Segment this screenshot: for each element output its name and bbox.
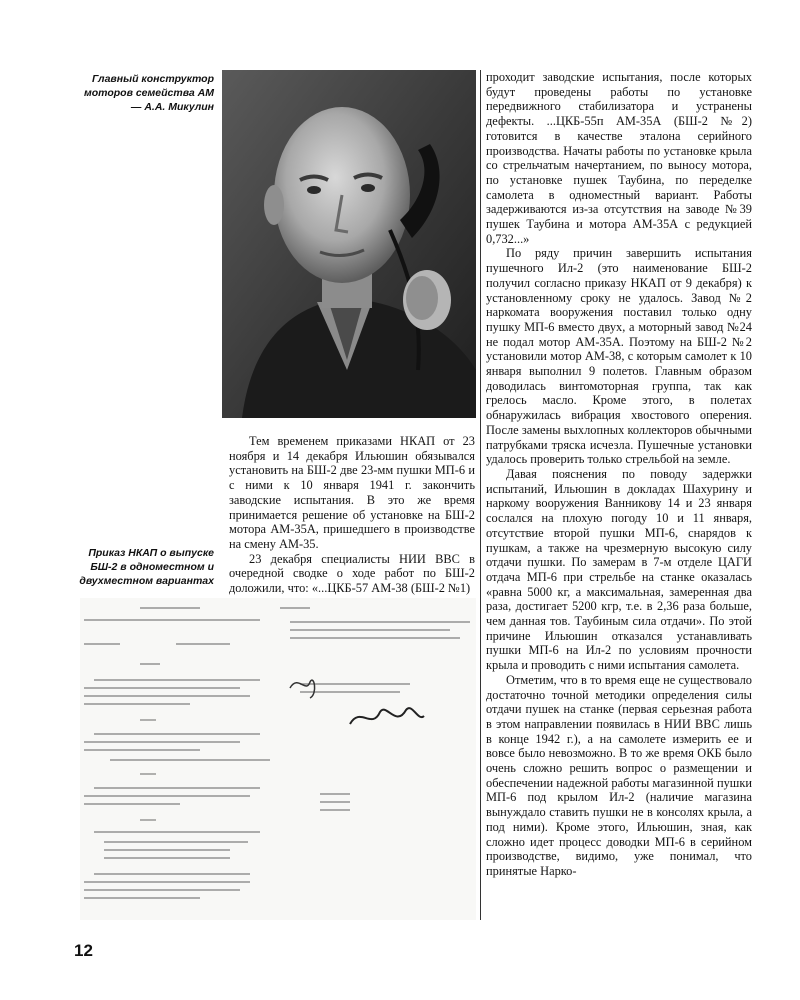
- document-caption-order: Приказ НКАП о выпуске БШ-2 в одноместном и двухместном вариантах: [79, 547, 214, 587]
- article-column-middle: [229, 434, 475, 596]
- paragraph: 23 декабря специалисты НИИ ВВС в очередной сводке о ходе работ по БШ-2 доложили, что: «...ЦКБ-57 АМ-38 (БШ-2 №1): [229, 551, 475, 596]
- page-number: 12: [74, 941, 93, 960]
- paragraph: Давая пояснения по поводу задержки испытаний, Ильюшин в докладах Шахурину и наркому вооружения Ванникову 14 и 23 января сослался на плохую погоду 10 и 11 января, отсутствие второй пушки МП-6, снарядов к пушкам, а также на чрезмерную высокую силу отдачи пушки. По замерам в 7-м отделе ЦАГИ отдача МП-6 при стрельбе на станке оказалась «равна 5000 кг, а максимальная, замеренная два раза, достигает 5200 кгр, т.е. в 2,36 раза больше, чем данная тов. Таубиным сила отдачи». По этой причине Ильюшин отказался устанавливать пушки МП-6 на Ил-2 по условиям прочности крыла и проводить с ними испытания самолета.: [486, 466, 752, 673]
- column-divider: [480, 70, 481, 920]
- article-column-right: [486, 70, 752, 879]
- paragraph: По ряду причин завершить испытания пушечного Ил-2 (это наименование БШ-2 получил согласно приказу НКАП от 9 декабря) к установленному сроку не удалось. Завод №2 наркомата вооружения поставил только одну пушку МП-6 вместо двух, а моторный завод №24 не подал мотор АМ-35А. Поэтому на БШ-2 №2 установили мотор АМ-38, с которым самолет к 10 января выполнил 9 полетов. Главным образом доводилась винтомоторная группа, так как грелось масло. Кроме этого, в полетах обнаружилась вибрация хвостового оперения. После замены выхлопных коллекторов обычными патрубками тряска исчезла. Пушечные установки удалось проверить только стрельбой на земле.: [486, 246, 752, 467]
- paragraph: Тем временем приказами НКАП от 23 ноября и 14 декабря Ильюшин обязывался установить на БШ-2 две 23-мм пушки МП-6 и с ними к 10 января 1941 г. закончить заводские испытания. В это же время принимается решение об установке на БШ-2 мотора АМ-35А, пришедшего в производстве на смену АМ-35.: [229, 434, 475, 551]
- portrait-illustration: [222, 70, 476, 418]
- portrait-photo: [222, 70, 476, 418]
- document-scan: [80, 598, 476, 920]
- paragraph: проходит заводские испытания, после которых будут проведены работы по установке передвижного стабилизатора и устранены дефекты. ...ЦКБ-55п АМ-35А (БШ-2 №2) готовится в качестве эталона серийного производства. Начаты работы по установке крыла со стрельчатым начертанием, по выносу мотора, по установке пушек Таубина, по переделке самолета в одноместный вариант. Работы задерживаются из-за отсутствия на заводе №39 пушек Таубина и мотора АМ-35А с редукцией 0,732...»: [486, 70, 752, 246]
- photo-caption-mikulin: Главный конструктор моторов семейства АМ — А.А. Микулин: [83, 73, 214, 113]
- document-scan-illustration: [80, 598, 476, 920]
- paragraph: Отметим, что в то время еще не существовало достаточно точной методики определения силы отдачи пушек на станке (первая серьезная работа в этом направлении появилась в НИИ ВВС лишь в конце 1942 г.), а на самолете измерить ее и вовсе было невозможно. В то же время ОКБ было очень сложно решить вопрос о размещении и обеспечении надежной работы магазинной пушки МП-6 под крылом Ил-2 (наличие магазина вынуждало ставить пушки не в консолях крыла, а под ними). Кроме этого, Ильюшин, зная, как сложно идет процесс доводки МП-6 в серийном производстве, видимо, уже понимал, что принятые Нарко-: [486, 672, 752, 878]
